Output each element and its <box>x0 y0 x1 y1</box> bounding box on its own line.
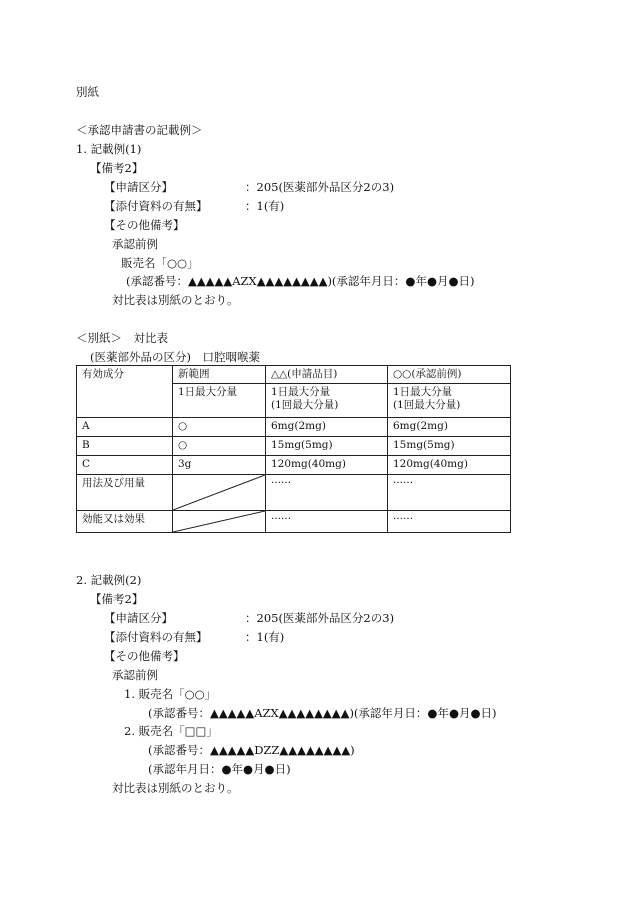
example2-item2: 2. 販売名「□□」 <box>124 724 218 738</box>
subheader-prior <box>388 384 511 418</box>
applied-cell: 6mg(2mg) <box>266 418 388 437</box>
example2-other-notes: 【その他備考】 <box>104 649 185 663</box>
applied-cell: ······ <box>266 475 388 511</box>
example1-approval-info: (承認番号：▲▲▲▲▲AZX▲▲▲▲▲▲▲▲)(承認年月日：●年●月●日) <box>126 274 475 288</box>
header-prior-approval: ○○(承認前例) <box>388 366 511 384</box>
diagonal-cell <box>173 511 266 533</box>
example2-item1-approval: (承認番号：▲▲▲▲▲AZX▲▲▲▲▲▲▲▲)(承認年月日：●年●月●日) <box>148 706 497 720</box>
prior-cell: 120mg(40mg) <box>388 456 511 475</box>
table-header-row <box>77 366 511 384</box>
table-category: (医薬部外品の区分) 口腔咽喉薬 <box>90 350 260 364</box>
diagonal-cell <box>173 475 266 511</box>
example1-note: 対比表は別紙のとおり。 <box>112 293 239 307</box>
range-cell: ○ <box>173 437 266 456</box>
field-label: 【申請区分】 <box>104 611 173 625</box>
example1-bikou: 【備考2】 <box>90 161 144 175</box>
header-applied-item: △△(申請品目) <box>266 366 388 384</box>
subheader-new-range: 1日最大分量 <box>173 384 266 418</box>
range-cell: ○ <box>173 418 266 437</box>
example2-item2-date: (承認年月日：●年●月●日) <box>148 762 291 776</box>
comparison-table <box>76 365 511 533</box>
prior-cell: ······ <box>388 475 511 511</box>
section-title: ＜承認申請書の記載例＞ <box>76 123 203 137</box>
example1-title: 1. 記載例(1) <box>76 142 142 156</box>
ingredient-cell: B <box>77 437 173 456</box>
header-new-range: 新範囲 <box>173 366 266 384</box>
header-ingredient: 有効成分 <box>77 366 173 418</box>
example1-prior-approval: 承認前例 <box>112 237 158 251</box>
example1-attachments <box>104 199 284 213</box>
example1-product-name: 販売名「○○」 <box>121 256 199 270</box>
table-section-title: ＜別紙＞ 対比表 <box>76 331 168 345</box>
example2-application-category <box>104 611 394 625</box>
field-value: ：1(有) <box>245 630 285 644</box>
usage-row <box>77 475 511 511</box>
subheader-applied <box>266 384 388 418</box>
diagonal-line <box>173 511 265 532</box>
example2-item1: 1. 販売名「○○」 <box>124 687 217 701</box>
example2-attachments <box>104 630 284 644</box>
prior-cell: 15mg(5mg) <box>388 437 511 456</box>
example2-title: 2. 記載例(2) <box>76 573 142 587</box>
example1-other-notes: 【その他備考】 <box>104 218 185 232</box>
subheader-line: 1日最大分量 <box>393 386 453 398</box>
table-row <box>77 456 511 475</box>
ingredient-cell: A <box>77 418 173 437</box>
table-row <box>77 437 511 456</box>
applied-cell: 120mg(40mg) <box>266 456 388 475</box>
document-heading: 別紙 <box>76 85 99 99</box>
example2-prior-approval: 承認前例 <box>112 668 158 682</box>
prior-cell: ······ <box>388 511 511 533</box>
subheader-line: (1回最大分量) <box>393 399 461 411</box>
prior-cell: 6mg(2mg) <box>388 418 511 437</box>
field-label: 【添付資料の有無】 <box>104 199 208 213</box>
subheader-line: (1回最大分量) <box>271 399 339 411</box>
field-label: 【申請区分】 <box>104 180 173 194</box>
range-cell: 3g <box>173 456 266 475</box>
table-row <box>77 418 511 437</box>
usage-label: 用法及び用量 <box>77 475 173 511</box>
field-value: ：1(有) <box>245 199 285 213</box>
effect-row <box>77 511 511 533</box>
effect-label: 効能又は効果 <box>77 511 173 533</box>
example2-item2-number: (承認番号：▲▲▲▲▲DZZ▲▲▲▲▲▲▲▲) <box>148 743 355 757</box>
example2-note: 対比表は別紙のとおり。 <box>112 781 239 795</box>
example2-bikou: 【備考2】 <box>90 592 144 606</box>
field-label: 【添付資料の有無】 <box>104 630 208 644</box>
subheader-line: 1日最大分量 <box>271 386 331 398</box>
applied-cell: ······ <box>266 511 388 533</box>
field-value: ：205(医薬部外品区分2の3) <box>245 611 395 625</box>
ingredient-cell: C <box>77 456 173 475</box>
example1-application-category <box>104 180 394 194</box>
diagonal-line <box>173 475 265 510</box>
field-value: ：205(医薬部外品区分2の3) <box>245 180 395 194</box>
applied-cell: 15mg(5mg) <box>266 437 388 456</box>
